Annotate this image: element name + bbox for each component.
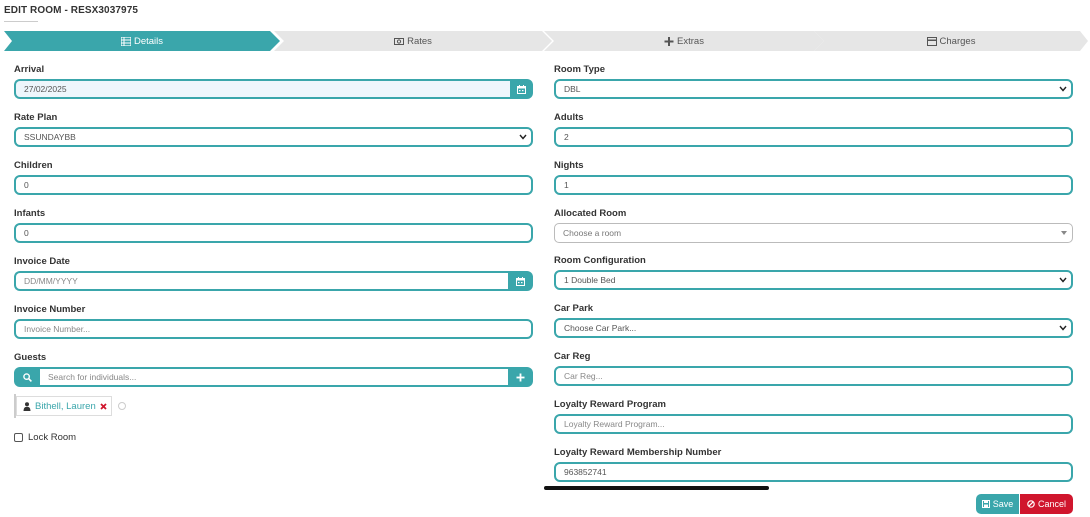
nights-label: Nights	[554, 160, 584, 171]
guest-search-button[interactable]	[14, 367, 41, 387]
loyalty-number-label: Loyalty Reward Membership Number	[554, 447, 722, 458]
tab-rates[interactable]	[274, 31, 552, 51]
guest-status-indicator	[118, 402, 126, 410]
nights-value: 1	[564, 180, 569, 190]
arrival-value: 27/02/2025	[24, 84, 67, 94]
car-reg-label: Car Reg	[554, 351, 591, 362]
children-label: Children	[14, 160, 53, 171]
tab-extras[interactable]	[544, 31, 824, 51]
rate-plan-value: SSUNDAYBB	[24, 132, 76, 142]
invoice-number-label: Invoice Number	[14, 304, 86, 315]
calendar-icon	[516, 277, 525, 286]
rate-plan-label: Rate Plan	[14, 112, 58, 123]
infants-label: Infants	[14, 208, 46, 219]
user-icon	[23, 402, 31, 411]
cancel-button-label: Cancel	[1037, 499, 1066, 509]
allocated-room-select[interactable]	[554, 223, 1073, 243]
chevron-down-icon	[1055, 320, 1071, 336]
adults-label: Adults	[554, 112, 584, 123]
arrival-label: Arrival	[14, 64, 45, 75]
loyalty-number-value: 963852741	[564, 467, 607, 477]
caret-down-icon	[1056, 224, 1072, 242]
cancel-button[interactable]	[1020, 494, 1073, 514]
loyalty-program-label: Loyalty Reward Program	[554, 399, 666, 410]
credit-card-icon	[927, 37, 937, 46]
guests-label: Guests	[14, 352, 47, 363]
adults-input[interactable]	[554, 127, 1073, 147]
allocated-room-placeholder: Choose a room	[563, 228, 622, 238]
money-icon	[394, 37, 404, 46]
tab-charges-label: Charges	[939, 35, 976, 47]
page-title: EDIT ROOM - RESX3037975	[4, 5, 139, 16]
infants-value: 0	[24, 228, 29, 238]
wizard-steps	[4, 31, 1088, 51]
rate-plan-select[interactable]	[14, 127, 533, 147]
chevron-down-icon	[1055, 81, 1071, 97]
room-type-label: Room Type	[554, 64, 606, 75]
invoice-number-input[interactable]	[14, 319, 533, 339]
remove-guest-icon[interactable]	[100, 403, 107, 410]
children-input[interactable]	[14, 175, 533, 195]
children-value: 0	[24, 180, 29, 190]
tab-charges[interactable]	[814, 31, 1088, 51]
car-park-select[interactable]	[554, 318, 1073, 338]
adults-value: 2	[564, 132, 569, 142]
room-type-value: DBL	[564, 84, 581, 94]
room-configuration-value: 1 Double Bed	[564, 275, 616, 285]
plus-icon	[516, 373, 525, 382]
invoice-date-input[interactable]	[14, 271, 510, 291]
lock-room-label: Lock Room	[28, 432, 77, 443]
infants-input[interactable]	[14, 223, 533, 243]
tab-details[interactable]	[4, 31, 280, 51]
room-configuration-select[interactable]	[554, 270, 1073, 290]
save-icon	[982, 500, 990, 508]
invoice-date-placeholder: DD/MM/YYYY	[24, 276, 78, 286]
car-reg-placeholder: Car Reg...	[564, 371, 603, 381]
arrival-calendar-button[interactable]	[510, 79, 533, 99]
room-type-select[interactable]	[554, 79, 1073, 99]
tab-rates-label: Rates	[407, 35, 432, 47]
horizontal-scrollbar[interactable]	[544, 486, 769, 490]
guest-name[interactable]: Bithell, Lauren	[35, 400, 96, 412]
loyalty-number-input[interactable]	[554, 462, 1073, 482]
tab-extras-label: Extras	[677, 35, 704, 47]
ban-icon	[1027, 500, 1035, 508]
loyalty-program-placeholder: Loyalty Reward Program...	[564, 419, 665, 429]
arrival-input[interactable]	[14, 79, 512, 99]
invoice-date-label: Invoice Date	[14, 256, 70, 267]
guest-search-input[interactable]	[40, 367, 509, 387]
guest-chip[interactable]	[16, 396, 112, 416]
add-guest-button[interactable]	[508, 367, 533, 387]
chevron-down-icon	[515, 129, 531, 145]
save-button[interactable]	[976, 494, 1019, 514]
allocated-room-label: Allocated Room	[554, 208, 627, 219]
loyalty-program-input[interactable]	[554, 414, 1073, 434]
tab-details-label: Details	[133, 35, 164, 47]
guest-search-placeholder: Search for individuals...	[48, 372, 137, 382]
list-icon	[121, 37, 131, 46]
title-underline	[4, 21, 38, 22]
nights-input[interactable]	[554, 175, 1073, 195]
car-park-value: Choose Car Park...	[564, 323, 637, 333]
car-reg-input[interactable]	[554, 366, 1073, 386]
plus-icon	[664, 37, 674, 46]
calendar-icon	[517, 85, 526, 94]
search-icon	[23, 373, 32, 382]
lock-room-checkbox[interactable]	[14, 433, 23, 442]
room-configuration-label: Room Configuration	[554, 255, 646, 266]
car-park-label: Car Park	[554, 303, 594, 314]
invoice-date-calendar-button[interactable]	[508, 271, 533, 291]
save-button-label: Save	[992, 499, 1014, 509]
invoice-number-placeholder: Invoice Number...	[24, 324, 91, 334]
chevron-down-icon	[1055, 272, 1071, 288]
